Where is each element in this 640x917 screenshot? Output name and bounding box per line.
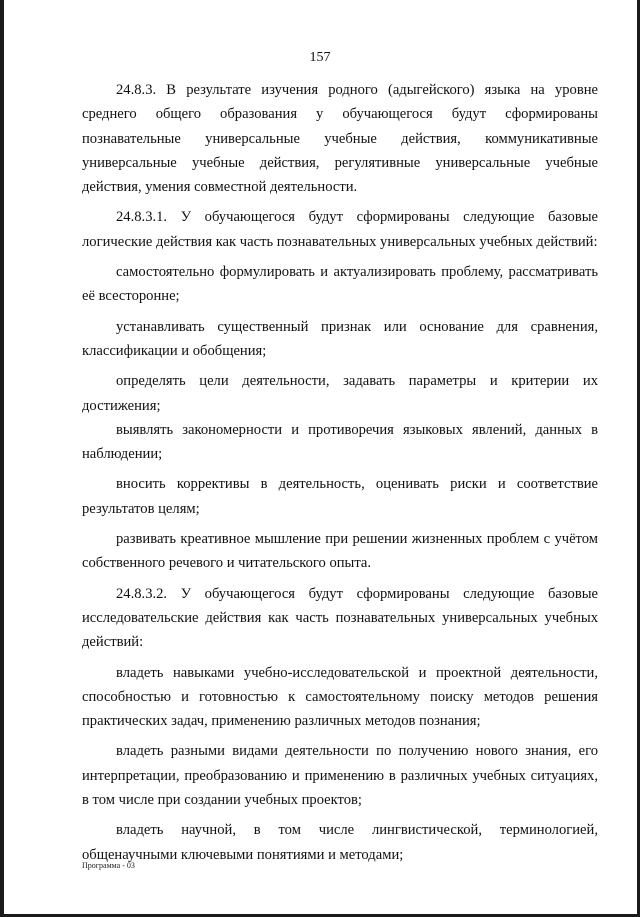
paragraph-24-8-3: 24.8.3. В результате изучения родного (адыгейского) языка на уровне среднего общего образования у обучающегося будут сформированы познавательные универсальные учебные действия, коммуникативные универсальные учебные действия, регулятивные универсальные учебные действия, умения совместной деятельности.: [82, 82, 598, 196]
paragraph-24-8-3-1: 24.8.3.1. У обучающегося будут сформированы следующие базовые логические действия как часть познавательных универсальных учебных действий:: [82, 209, 598, 250]
page-number: 157: [309, 50, 331, 65]
list-item: устанавливать существенный признак или основание для сравнения, классификации и обобщения;: [82, 318, 598, 359]
list-item: владеть разными видами деятельности по получению нового знания, его интерпретации, преобразованию и применению в различных учебных ситуациях, в том числе при создании учебных проектов;: [82, 743, 598, 809]
list-item: развивать креативное мышление при решении жизненных проблем с учётом собственного речевого и читательского опыта.: [82, 531, 598, 572]
list-item: владеть навыками учебно-исследовательской и проектной деятельности, способностью и готовностью к самостоятельному поиску методов решения практических задач, применению различных методов познания;: [82, 664, 598, 730]
list-item: определять цели деятельности, задавать параметры и критерии их достижения;: [82, 373, 598, 414]
list-item: выявлять закономерности и противоречия языковых явлений, данных в наблюдении;: [82, 421, 598, 463]
list-item: самостоятельно формулировать и актуализировать проблему, рассматривать её всесторонне;: [82, 264, 598, 305]
scan-edge-left: [0, 0, 4, 917]
paragraph-24-8-3-2: 24.8.3.2. У обучающегося будут сформированы следующие базовые исследовательские действия как часть познавательных универсальных учебных действий:: [82, 585, 598, 651]
document-body: [82, 78, 598, 867]
footer-label: Программа - 03: [82, 861, 135, 870]
list-item: вносить коррективы в деятельность, оценивать риски и соответствие результатов целям;: [82, 476, 598, 517]
list-item: владеть научной, в том числе лингвистической, терминологией, общенаучными ключевыми понятиями и методами;: [82, 822, 598, 863]
